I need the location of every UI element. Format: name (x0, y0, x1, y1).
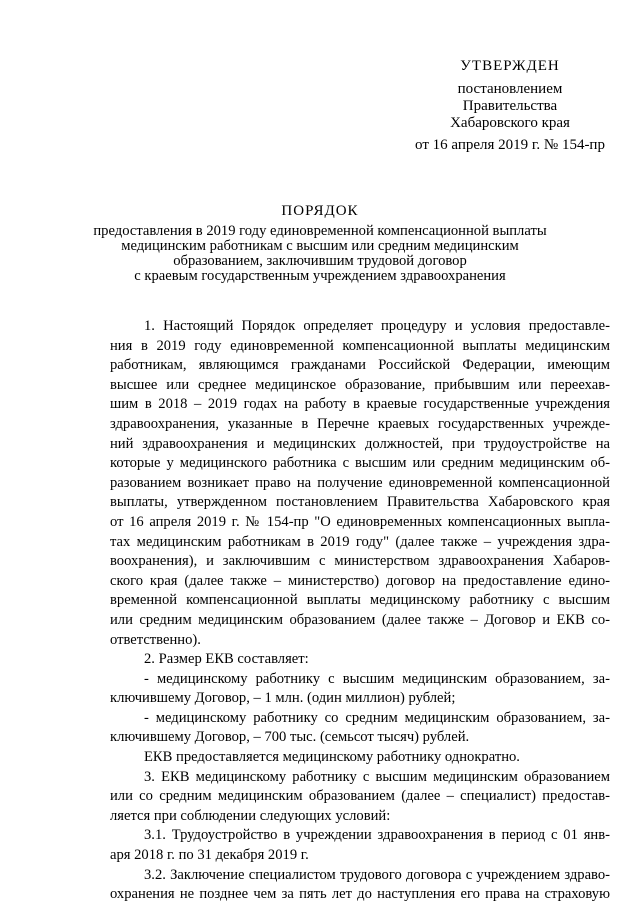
body-line: ЕКВ предоставляется медицинскому работнику однократно. (144, 749, 520, 766)
body-line: выплаты, утвержденном постановлением Правительства Хабаровского края (110, 494, 610, 511)
body-line: 3.1. Трудоустройство в учреждении здравоохранения в период с 01 янв- (144, 827, 610, 844)
body-line: от 16 апреля 2019 г. № 154-пр "О единовременных компенсационных выпла- (110, 513, 610, 530)
body-line: шим в 2018 – 2019 годах на работу в краевые государственные учреждения (110, 396, 610, 413)
body-line: работникам, являющимся гражданами Российской Федерации, имеющим (110, 357, 610, 374)
body-line: временной компенсационной выплаты медицинскому работнику с высшим (110, 592, 610, 609)
body-line: или со средним медицинским образованием (далее – специалист) предостав- (110, 788, 610, 805)
approval-block (395, 58, 625, 154)
body-line: ляется при соблюдении следующих условий: (110, 807, 391, 824)
body-line: ключившему Договор, – 700 тыс. (семьсот тысяч) рублей. (110, 729, 470, 746)
body-line: воохранения), и заключившим с министерством здравоохранения Хабаров- (110, 553, 610, 570)
approval-heading: УТВЕРЖДЕН (460, 58, 560, 74)
body-line: которые у медицинского работника с высшим или средним медицинским об- (110, 455, 610, 472)
approval-line-3: Хабаровского края (450, 115, 570, 131)
body-line: 1. Настоящий Порядок определяет процедуру и условия предоставле- (144, 318, 610, 334)
document-subtitle (80, 224, 560, 284)
subtitle-line: с краевым государственным учреждением здравоохранения (134, 268, 506, 284)
body-line: или средним медицинским образованием (далее также – Договор и ЕКВ со- (110, 611, 610, 628)
body-line: охранения не позднее чем за пять лет до наступления его права на страховую (110, 886, 610, 903)
body-line: - медицинскому работнику с высшим медицинским образованием, за- (144, 670, 610, 687)
approval-line-1: постановлением (457, 81, 563, 97)
body-line: аря 2018 г. по 31 декабря 2019 г. (110, 847, 309, 864)
body-line: 2. Размер ЕКВ составляет: (144, 651, 309, 668)
document-body (110, 317, 610, 905)
body-line: - медицинскому работнику со средним медицинским образованием, за- (144, 709, 610, 726)
approval-line-2: Правительства (462, 98, 558, 114)
approval-date: от 16 апреля 2019 г. № 154-пр (415, 137, 605, 153)
subtitle-line: образованием, заключившим трудовой договор (173, 253, 467, 269)
subtitle-line: медицинским работникам с высшим или средним медицинским (121, 238, 519, 254)
body-line: разованием возникает право на получение единовременной компенсационной (110, 474, 610, 491)
body-line: тах медицинским работникам в 2019 году" (далее также – учреждения здра- (110, 533, 610, 550)
body-line: высшее или среднее медицинское образование, прибывшим или переехав- (110, 376, 610, 393)
body-line: ского края (далее также – министерство) договор на предоставление едино- (110, 572, 610, 589)
body-line: ния в 2019 году единовременной компенсационной выплаты медицинским (110, 337, 610, 354)
body-line: 3.2. Заключение специалистом трудового договора с учреждением здраво- (144, 866, 610, 883)
body-line: здравоохранения, указанные в Перечне краевых государственных учрежде- (110, 415, 610, 432)
body-line: ний здравоохранения и медицинских должностей, при трудоустройстве на (110, 435, 610, 452)
body-line: 3. ЕКВ медицинскому работнику с высшим медицинским образованием (144, 768, 610, 785)
body-line: ответственно). (110, 631, 201, 648)
document-title: ПОРЯДОК (281, 203, 359, 219)
body-line: ключившему Договор, – 1 млн. (один миллион) рублей; (110, 690, 456, 707)
subtitle-line: предоставления в 2019 году единовременной компенсационной выплаты (93, 223, 547, 239)
